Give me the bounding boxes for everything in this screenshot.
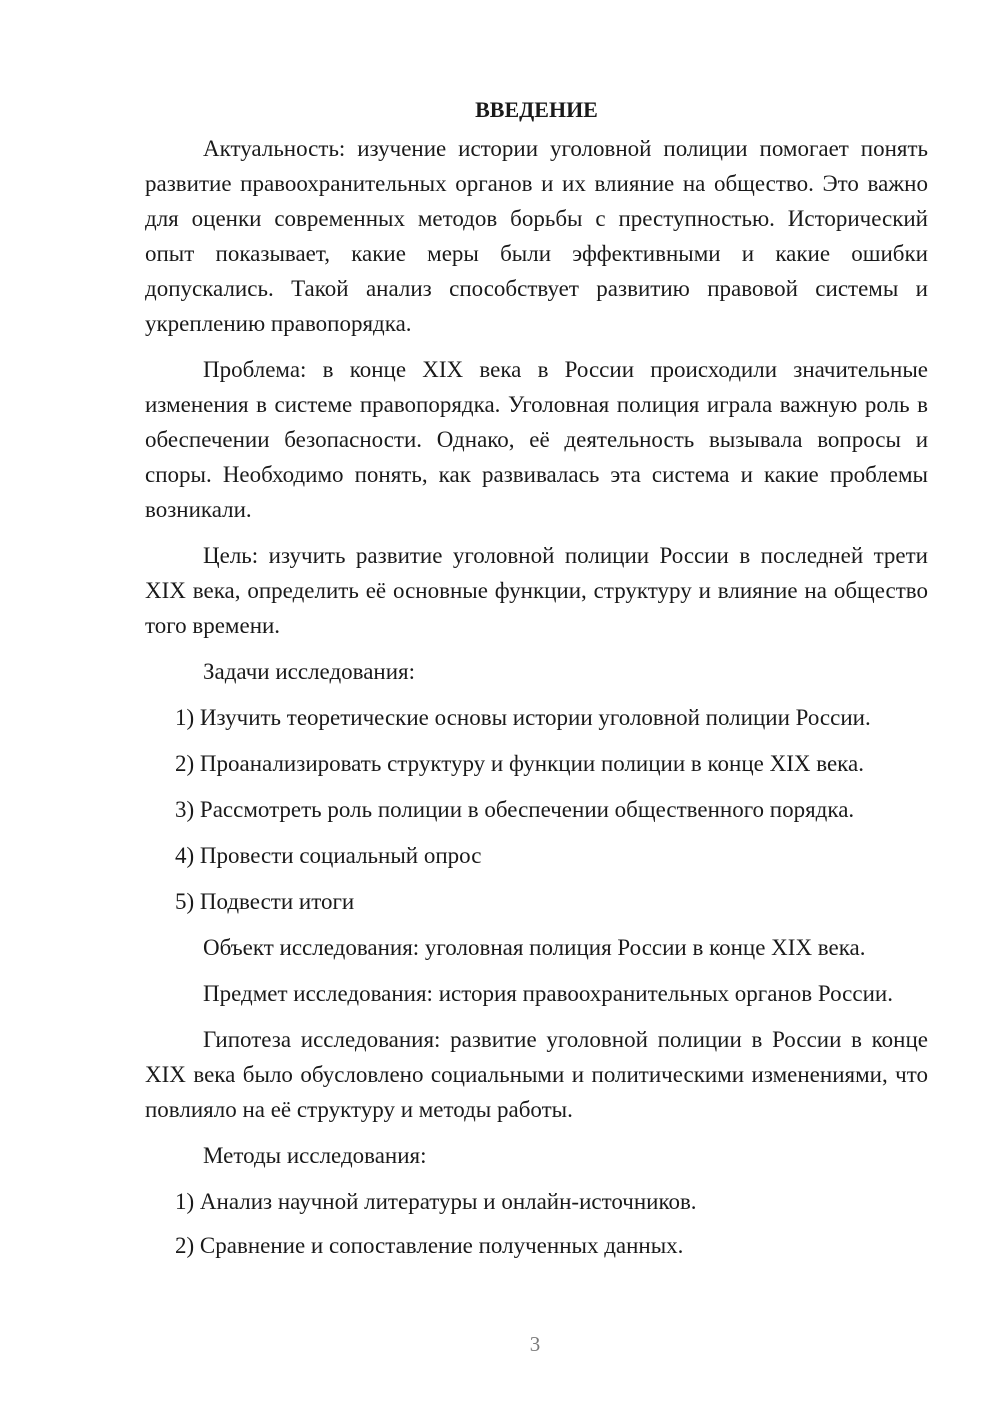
methods-list [145,1184,928,1263]
section-title: ВВЕДЕНИЕ [475,97,598,122]
task-item: 3) Рассмотреть роль полиции в обеспечении общественного порядка. [175,797,855,822]
paragraph-object: Объект исследования: уголовная полиция России в конце XIX века. [203,935,866,960]
paragraph-relevance: Актуальность: изучение истории уголовной полиции помогает понять развитие правоохранительных органов и их влияние на общество. Это важно для оценки современных методов борьбы с преступностью. Исторический опыт показывает, какие меры были эффективными и какие ошибки допускались. Такой анализ способствует развитию правовой системы и укреплению правопорядка. [145,136,928,336]
task-item: 4) Провести социальный опрос [175,843,482,868]
paragraph-subject: Предмет исследования: история правоохранительных органов России. [203,981,893,1006]
task-item: 1) Изучить теоретические основы истории уголовной полиции России. [175,705,871,730]
tasks-label: Задачи исследования: [203,659,416,684]
task-item: 5) Подвести итоги [175,889,355,914]
task-item: 2) Проанализировать структуру и функции полиции в конце XIX века. [175,751,864,776]
methods-label: Методы исследования: [203,1143,427,1168]
tasks-list [145,700,928,919]
paragraph-hypothesis: Гипотеза исследования: развитие уголовной полиции в России в конце XIX века было обусловлено социальными и политическими изменениями, что повлияло на её структуру и методы работы. [145,1027,928,1122]
paragraph-goal: Цель: изучить развитие уголовной полиции России в последней трети XIX века, определить её основные функции, структуру и влияние на общество того времени. [145,543,928,638]
page-number: 3 [529,1332,541,1356]
method-item: 1) Анализ научной литературы и онлайн-источников. [175,1189,697,1214]
paragraph-problem: Проблема: в конце XIX века в России происходили значительные изменения в системе правопорядка. Уголовная полиция играла важную роль в обеспечении безопасности. Однако, её деятельность вызывала вопросы и споры. Необходимо понять, как развивалась эта система и какие проблемы возникали. [145,357,928,522]
method-item: 2) Сравнение и сопоставление полученных данных. [175,1233,684,1258]
document-page [145,92,928,1272]
